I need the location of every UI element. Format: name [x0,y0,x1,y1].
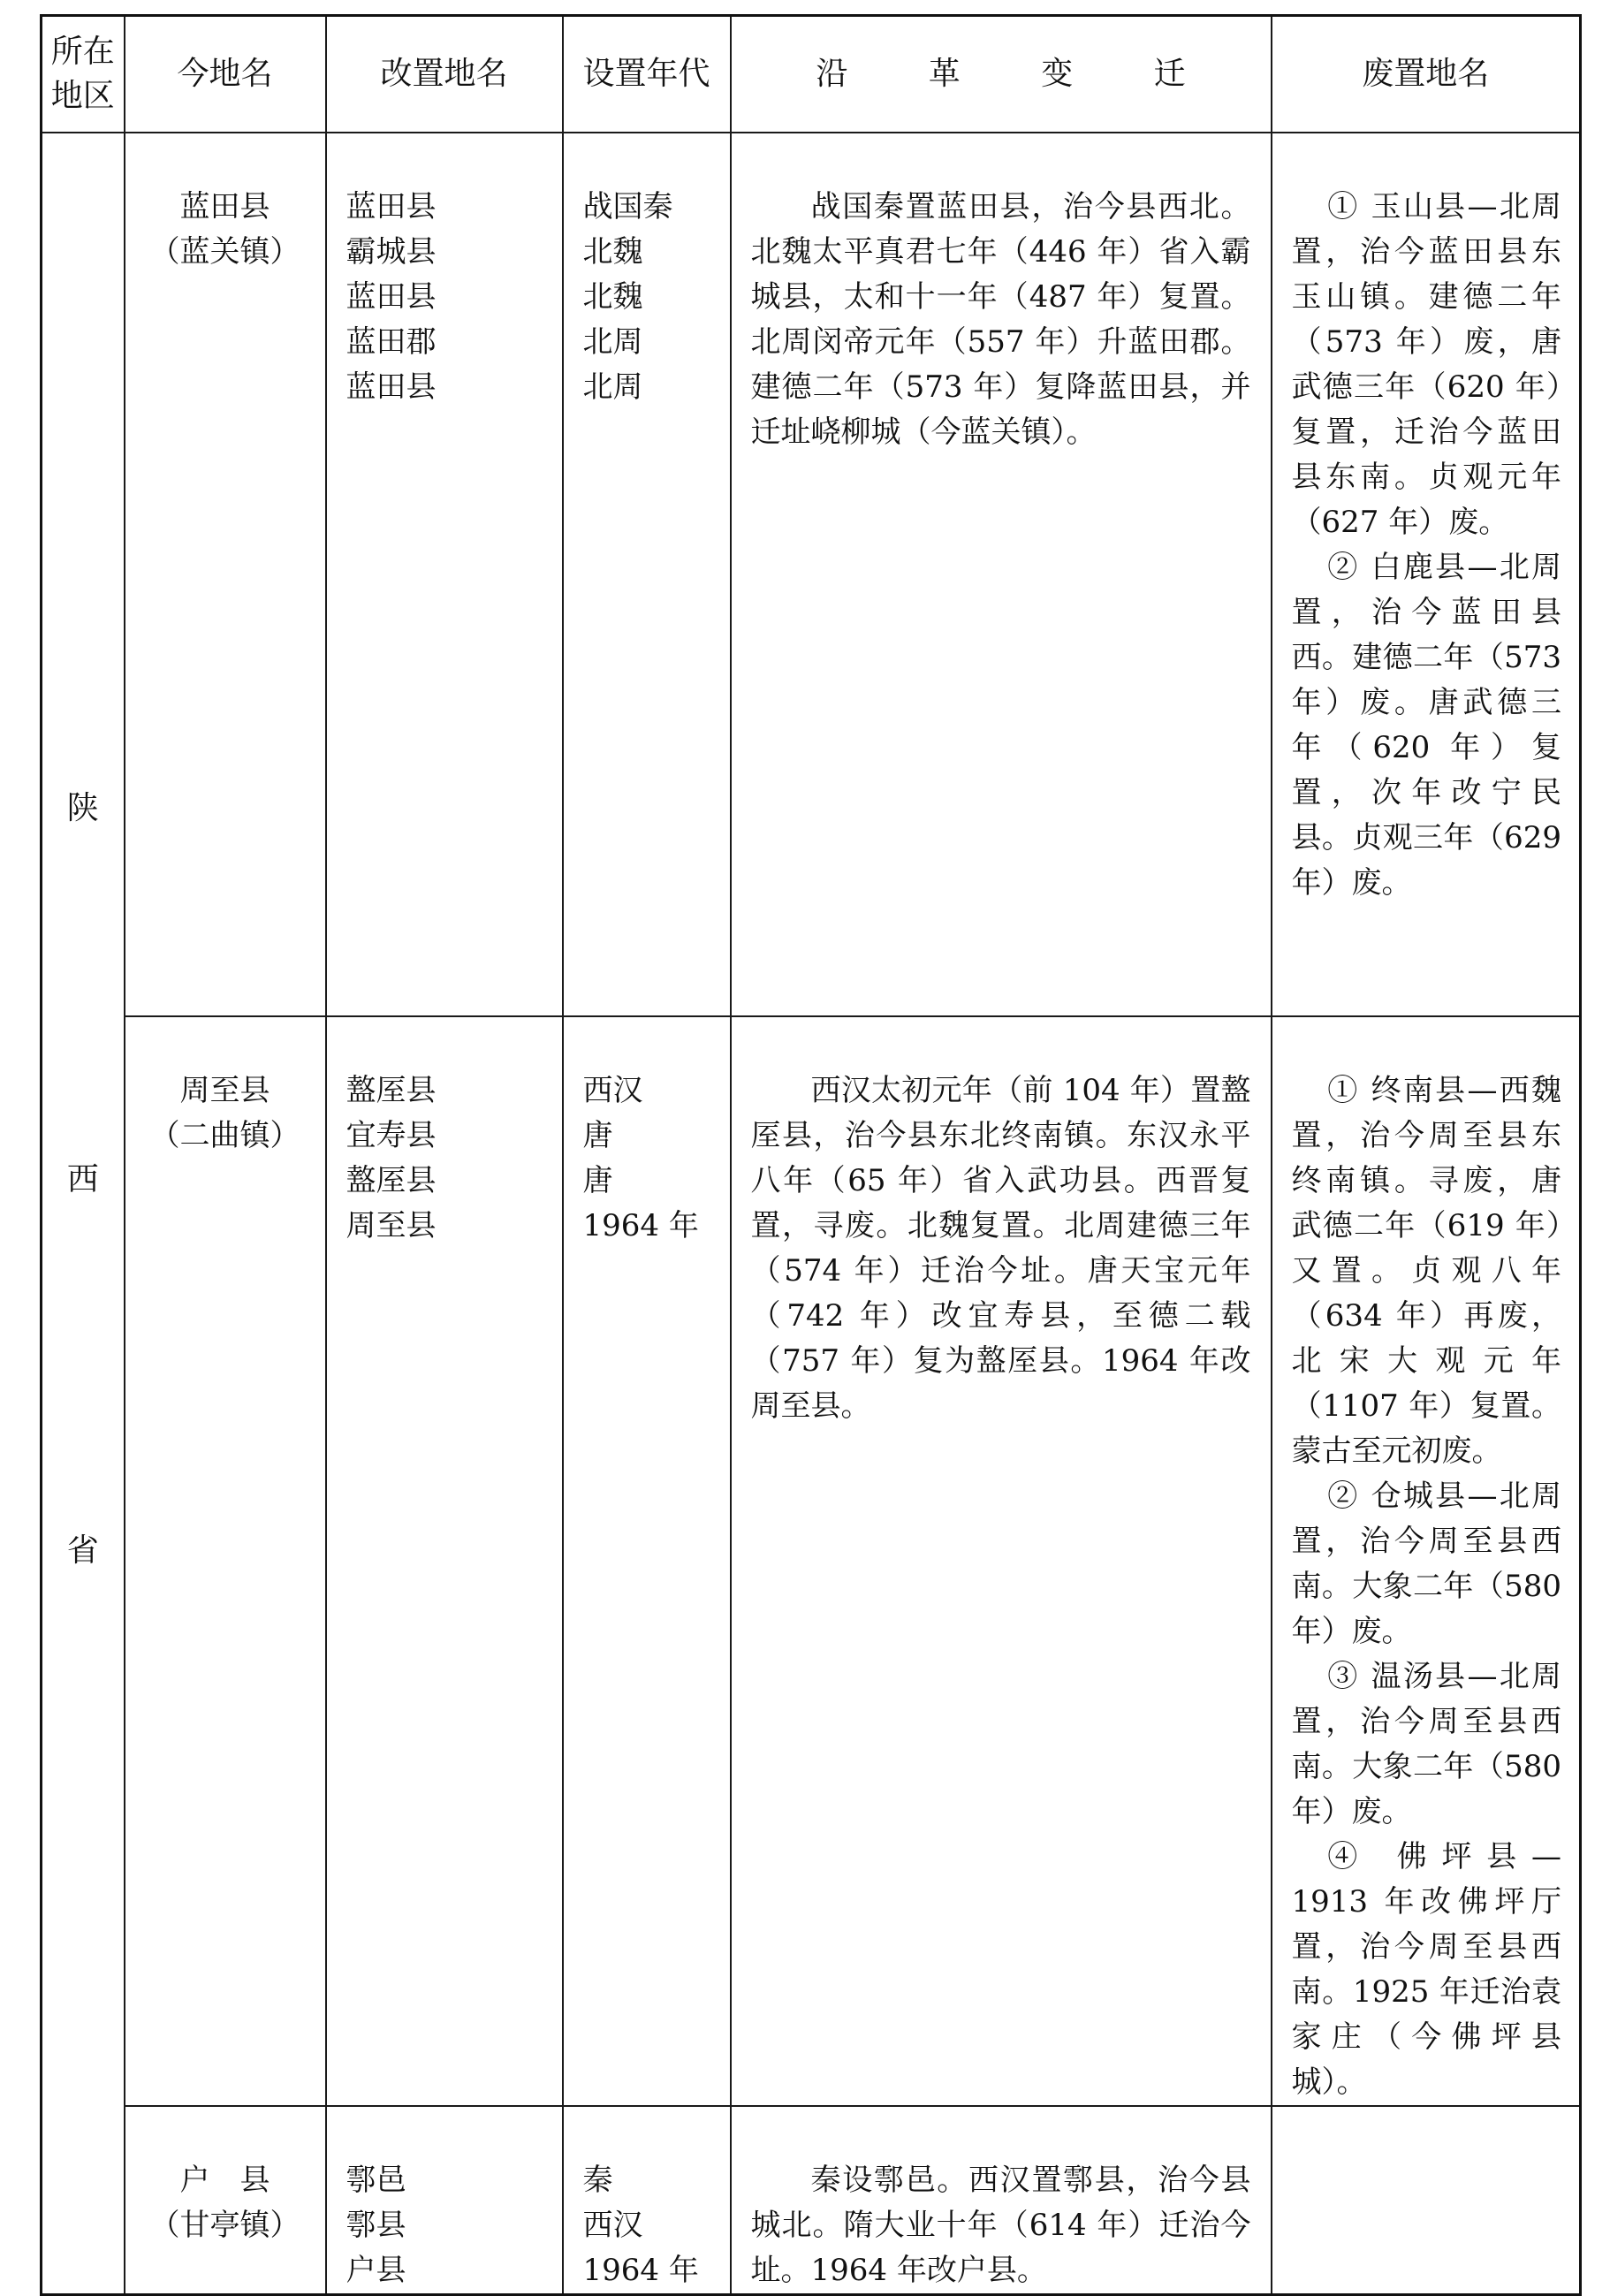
eras-cell [563,133,731,1016]
abolished-entry: ② 仓城县—北周置，治今周至县西南。大象二年（580 年）废。 [1291,1479,1561,1649]
era: 1964 年 [582,1208,699,1243]
abolished-cell [1272,1016,1581,2106]
era: 秦 [582,2163,613,2198]
changed-names-cell [326,1016,563,2106]
era: 北魏 [582,279,643,315]
header-today-name: 今地名 [125,16,326,133]
today-name-cell [125,1016,326,2106]
history-text: 战国秦置蓝田县，治今县西北。北魏太平真君七年（446 年）省入霸城县，太和十一年（487 年）复置。北周闵帝元年（557 年）升蓝田郡。建德二年（573 年）复降蓝田县，并迁址峣柳城（今蓝关镇）。 [750,189,1251,450]
county-seat: （甘亭镇） [149,2208,300,2243]
changed-name: 户县 [346,2253,406,2288]
today-name-cell [125,133,326,1016]
changed-name: 蓝田县 [346,189,437,224]
region-cell [42,133,125,2295]
abolished-cell [1272,133,1581,1016]
region-char-1: 陕 [66,790,99,826]
history-cell [731,133,1272,1016]
header-changed-name: 改置地名 [326,16,563,133]
era: 西汉 [582,2208,643,2243]
place-name-table [40,14,1582,2296]
era: 唐 [582,1118,613,1153]
today-name-cell [125,2106,326,2295]
era: 战国秦 [582,189,673,224]
abolished-entry: ④ 佛坪县—1913 年改佛坪厅置，治今周至县西南。1925 年迁治袁家庄（今佛坪县城）。 [1291,1839,1561,2100]
eras-cell [563,1016,731,2106]
eras-cell [563,2106,731,2295]
header-history-text: 沿 革 变 迁 [816,56,1221,92]
table-header-row [42,16,1581,133]
document-page [40,14,1579,2288]
changed-name: 盩厔县 [346,1163,437,1198]
era: 唐 [582,1163,613,1198]
table-row [42,133,1581,1016]
county-seat: （二曲镇） [149,1118,300,1153]
header-region: 所在地区 [42,16,125,133]
history-cell [731,1016,1272,2106]
changed-names-cell [326,2106,563,2295]
changed-name: 鄠县 [346,2208,406,2243]
changed-name: 鄠邑 [346,2163,406,2198]
changed-name: 蓝田郡 [346,324,437,360]
era: 西汉 [582,1073,643,1108]
abolished-cell [1272,2106,1581,2295]
region-char-3: 省 [66,1532,99,1569]
changed-name: 蓝田县 [346,369,437,405]
changed-names-cell [326,133,563,1016]
today-name: 周至县 [179,1073,270,1108]
header-history [731,16,1272,133]
history-text: 秦设鄠邑。西汉置鄠县，治今县城北。隋大业十年（614 年）迁治今址。1964 年改户县。 [750,2163,1251,2288]
today-name: 户 县 [179,2163,270,2198]
abolished-entry: ① 玉山县—北周置，治今蓝田县东玉山镇。建德二年（573 年）废，唐武德三年（620 年）复置，迁治今蓝田县东南。贞观元年（627 年）废。 [1291,189,1561,540]
abolished-entry: ② 白鹿县—北周置，治今蓝田县西。建德二年（573 年）废。唐武德三年（620 年）复置，次年改宁民县。贞观三年（629 年）废。 [1291,550,1561,901]
table-row [42,1016,1581,2106]
era: 北周 [582,324,643,360]
header-era: 设置年代 [563,16,731,133]
history-cell [731,2106,1272,2295]
region-char-2: 西 [66,1161,99,1197]
changed-name: 霸城县 [346,234,437,270]
header-abolished: 废置地名 [1272,16,1581,133]
changed-name: 盩厔县 [346,1073,437,1108]
table-row [42,2106,1581,2295]
changed-name: 蓝田县 [346,279,437,315]
county-seat: （蓝关镇） [149,234,300,270]
abolished-entry: ③ 温汤县—北周置，治今周至县西南。大象二年（580 年）废。 [1291,1659,1561,1829]
era: 北魏 [582,234,643,270]
era: 北周 [582,369,643,405]
abolished-entry: ① 终南县—西魏置，治今周至县东终南镇。寻废，唐武德二年（619 年）又置。贞观八年（634 年）再废，北宋大观元年（1107 年）复置。蒙古至元初废。 [1291,1073,1561,1469]
today-name: 蓝田县 [179,189,270,224]
changed-name: 周至县 [346,1208,437,1243]
era: 1964 年 [582,2253,699,2288]
changed-name: 宜寿县 [346,1118,437,1153]
history-text: 西汉太初元年（前 104 年）置盩厔县，治今县东北终南镇。东汉永平八年（65 年）省入武功县。西晋复置，寻废。北魏复置。北周建德三年（574 年）迁治今址。唐天宝元年（742 年）改宜寿县，至德二载（757 年）复为盩厔县。1964 年改周至县。 [750,1073,1251,1424]
